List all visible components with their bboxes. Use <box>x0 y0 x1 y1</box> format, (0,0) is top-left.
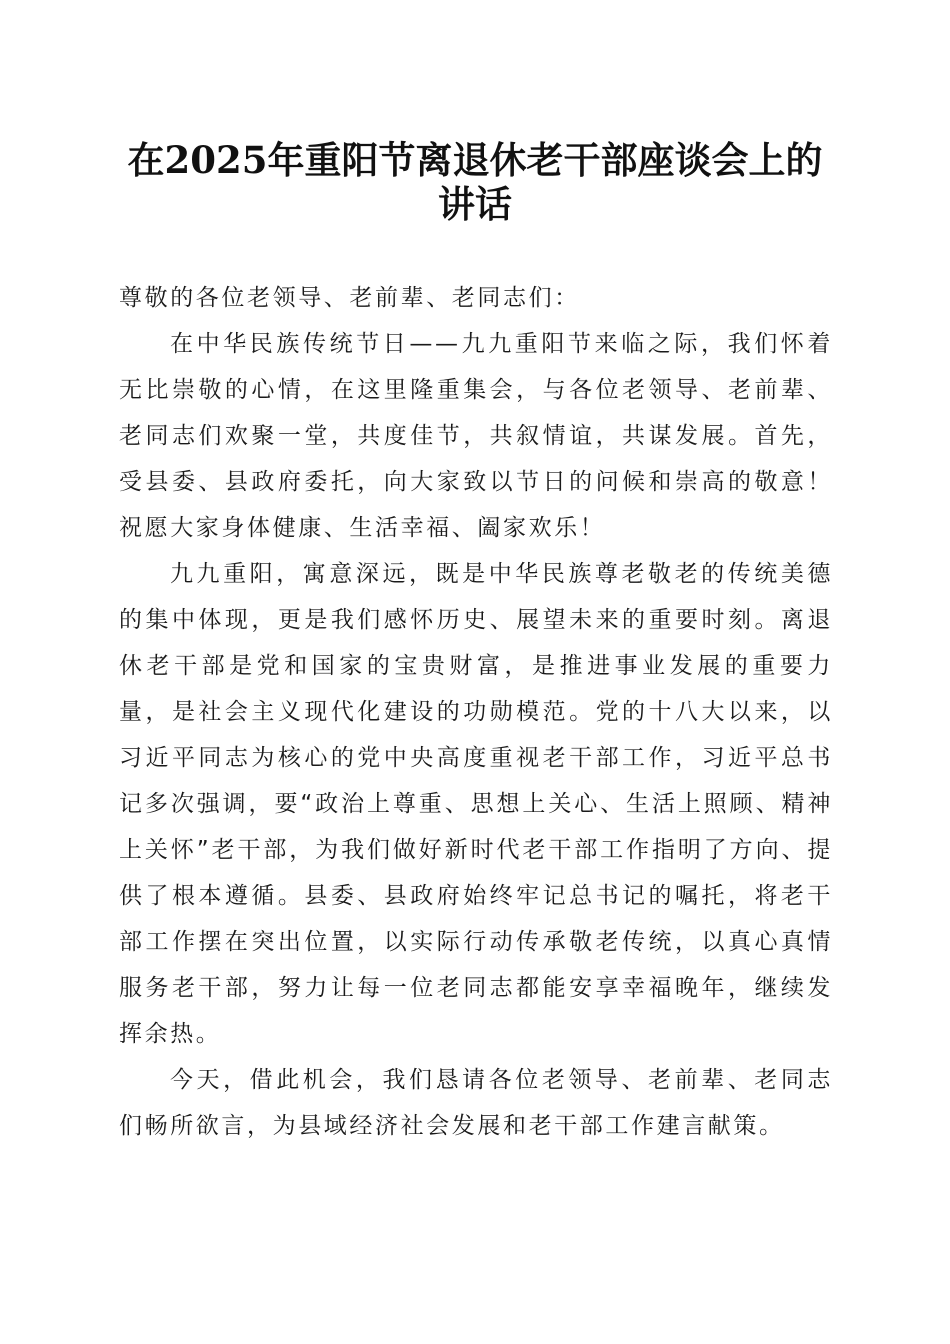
page-title: 在2025年重阳节离退休老干部座谈会上的讲话 <box>127 138 823 226</box>
document-body <box>119 275 833 1149</box>
paragraph-1: 在中华民族传统节日——九九重阳节来临之际，我们怀着无比崇敬的心情，在这里隆重集会，与各位老领导、老前辈、老同志们欢聚一堂，共度佳节，共叙情谊，共谋发展。首先，受县委、县政府委托，向大家致以节日的问候和崇高的敬意！祝愿大家身体健康、生活幸福、阖家欢乐！ <box>119 331 833 541</box>
salutation: 尊敬的各位老领导、老前辈、老同志们： <box>119 285 580 311</box>
paragraph-3: 今天，借此机会，我们恳请各位老领导、老前辈、老同志们畅所欲言，为县域经济社会发展和老干部工作建言献策。 <box>119 1067 833 1139</box>
paragraph-2: 九九重阳，寓意深远，既是中华民族尊老敬老的传统美德的集中体现，更是我们感怀历史、展望未来的重要时刻。离退休老干部是党和国家的宝贵财富，是推进事业发展的重要力量，是社会主义现代化建设的功勋模范。党的十八大以来，以习近平同志为核心的党中央高度重视老干部工作，习近平总书记多次强调，要“政治上尊重、思想上关心、生活上照顾、精神上关怀”老干部，为我们做好新时代老干部工作指明了方向、提供了根本遵循。县委、县政府始终牢记总书记的嘱托，将老干部工作摆在突出位置，以实际行动传承敬老传统，以真心真情服务老干部，努力让每一位老同志都能安享幸福晚年，继续发挥余热。 <box>119 561 833 1047</box>
